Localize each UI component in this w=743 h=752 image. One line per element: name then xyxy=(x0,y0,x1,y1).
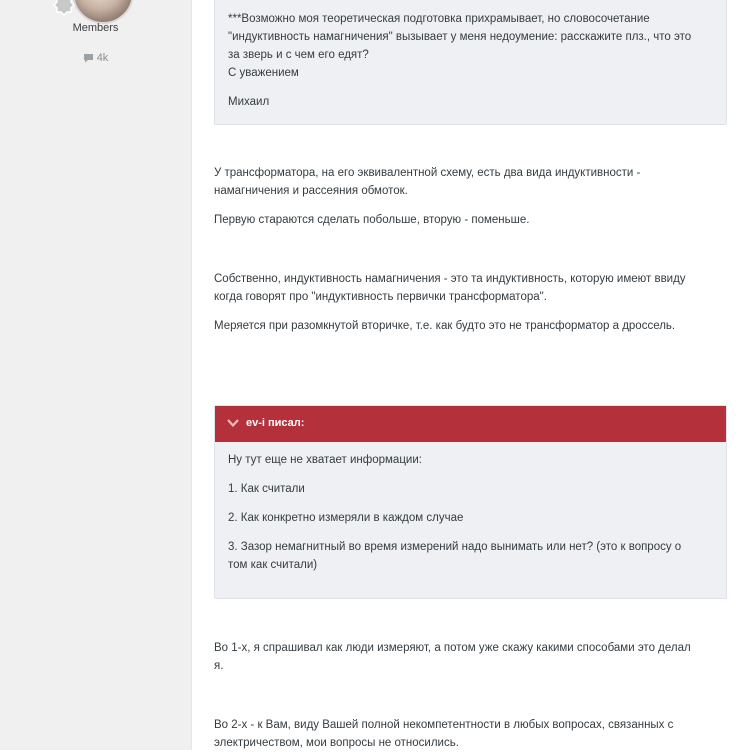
reply-line: Во 1-х, я спрашивал как люди измеряют, а потом уже скажу какими способами это делал xyxy=(214,642,691,654)
quote-line: 1. Как считали xyxy=(228,483,305,495)
reputation[interactable] xyxy=(0,52,191,64)
paragraph-line: намагничения и рассеяния обмоток. xyxy=(214,185,408,197)
reply-line: я. xyxy=(214,660,224,672)
author-sidebar xyxy=(0,0,192,750)
quote-author: ev-i писал: xyxy=(246,417,305,429)
quote-line: 3. Зазор немагнитный во время измерений надо вынимать или нет? (это к вопросу о xyxy=(228,541,682,553)
quote-line: Ну тут еще не хватает информации: xyxy=(228,454,422,466)
top-quote-line: за зверь и с чем его едят? xyxy=(228,49,369,61)
reputation-count: 4k xyxy=(96,52,109,64)
paragraph-line: Собственно, индуктивность намагничения - это та индуктивность, которую имеют ввиду xyxy=(214,273,686,285)
member-group: Members xyxy=(72,22,119,34)
quote-line: 2. Как конкретно измеряли в каждом случае xyxy=(228,512,464,524)
paragraph-line: Меряется при разомкнутой вторичке, т.е. как будто это не трансформатор а дроссель. xyxy=(214,320,676,332)
comment-icon xyxy=(83,53,94,63)
reply-line: Во 2-х - к Вам, виду Вашей полной некомпетентности в любых вопросах, связанных с xyxy=(214,719,674,731)
top-quote-line: С уважением xyxy=(228,67,299,79)
badge-icon xyxy=(52,0,76,18)
top-quote xyxy=(214,0,727,125)
quote-line: том как считали) xyxy=(228,559,318,571)
quote-header[interactable] xyxy=(215,406,726,442)
top-quote-signature: Михаил xyxy=(228,96,270,108)
avatar-block xyxy=(52,0,136,22)
top-quote-line: "индуктивность намагничения" вызывает у меня недоумение: расскажите плз., что это xyxy=(228,31,692,43)
paragraph-line: когда говорят про "индуктивность первички трансформатора". xyxy=(214,291,547,303)
quote-block xyxy=(214,405,727,599)
avatar[interactable] xyxy=(72,0,134,24)
reply-line: электричеством, мои вопросы не относились. xyxy=(214,737,459,749)
chevron-down-icon[interactable] xyxy=(227,418,239,431)
paragraph-line: Первую стараются сделать побольше, вторую - поменьше. xyxy=(214,214,530,226)
top-quote-line: ***Возможно моя теоретическая подготовка прихрамывает, но словосочетание xyxy=(228,13,650,25)
paragraph-line: У трансформатора, на его эквивалентной схему, есть два вида индуктивности - xyxy=(214,167,641,179)
